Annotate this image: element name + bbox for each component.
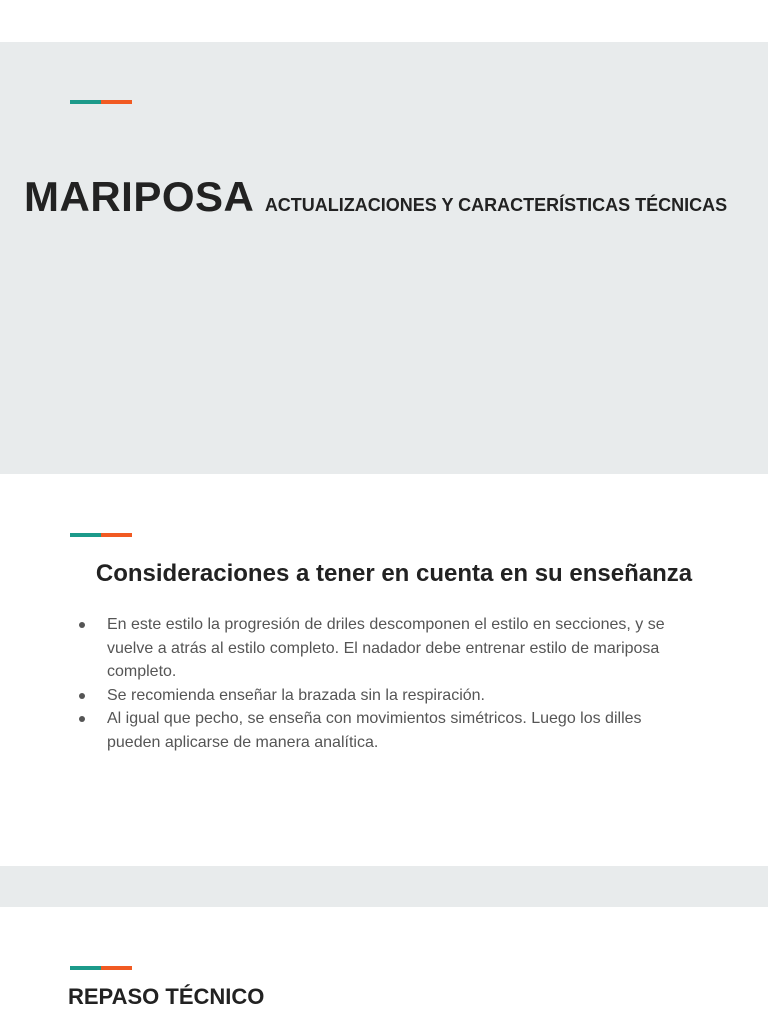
accent-orange-segment xyxy=(101,100,132,104)
title-row xyxy=(24,173,754,221)
accent-teal-segment xyxy=(70,100,101,104)
list-item-text: Al igual que pecho, se enseña con movimientos simétricos. Luego los dilles pueden aplicarse de manera analítica. xyxy=(107,710,642,751)
slide-subtitle: ACTUALIZACIONES Y CARACTERÍSTICAS TÉCNICAS xyxy=(264,195,728,215)
accent-teal-segment xyxy=(70,533,101,537)
accent-teal-segment xyxy=(70,966,101,970)
slide-title: MARIPOSA xyxy=(24,173,255,220)
section-heading: REPASO TÉCNICO xyxy=(68,984,265,1009)
section-accent-bar xyxy=(70,533,132,537)
list-item-text: Se recomienda enseñar la brazada sin la respiración. xyxy=(107,686,485,704)
section-accent-bar xyxy=(70,966,132,970)
list-item xyxy=(78,613,688,684)
list-item xyxy=(78,707,688,754)
bullet-list xyxy=(78,613,688,754)
slide-divider xyxy=(0,866,768,907)
bullet-icon xyxy=(79,693,85,699)
bullet-icon xyxy=(79,622,85,628)
accent-orange-segment xyxy=(101,533,132,537)
list-item xyxy=(78,684,688,708)
accent-orange-segment xyxy=(101,966,132,970)
section-heading: Consideraciones a tener en cuenta en su enseñanza xyxy=(95,560,693,587)
title-accent-bar xyxy=(70,100,132,104)
list-item-text: En este estilo la progresión de driles descomponen el estilo en secciones, y se vuelve a atrás al estilo completo. El nadador debe entrenar estilo de mariposa completo. xyxy=(107,616,665,680)
bullet-icon xyxy=(79,716,85,722)
title-slide xyxy=(0,42,768,474)
